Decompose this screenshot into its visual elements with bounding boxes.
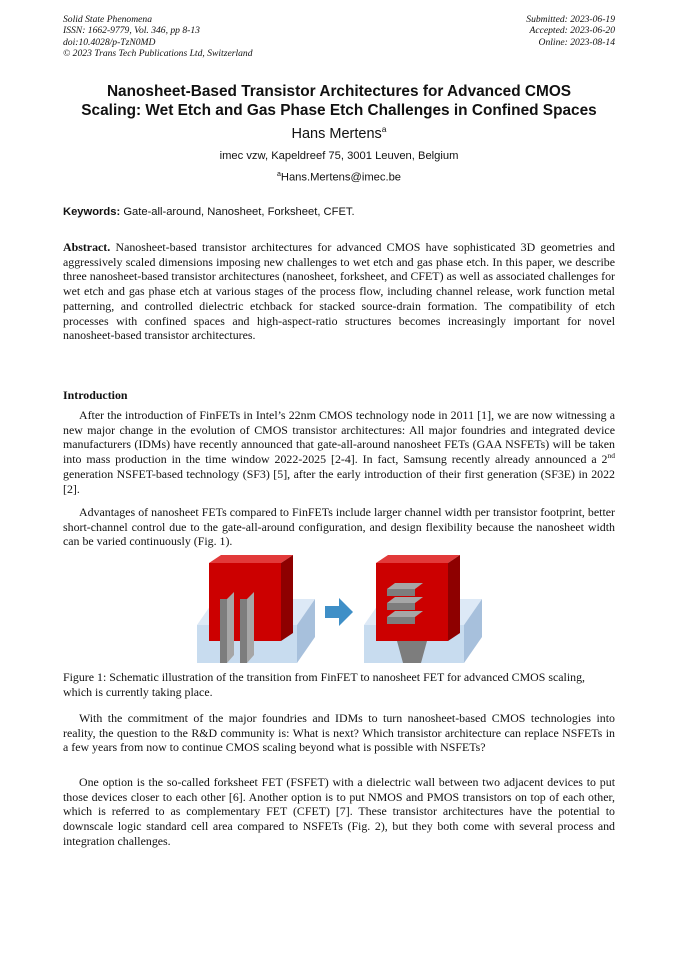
keywords <box>63 206 618 218</box>
author-email <box>0 171 678 184</box>
author-superscript: a <box>381 124 387 134</box>
author-name: Hans Mertens <box>291 125 382 142</box>
transition-arrow-icon <box>325 598 353 626</box>
figure-1-schematic <box>197 555 482 667</box>
intro-paragraph-2: Advantages of nanosheet FETs compared to FinFETs include larger channel width per transistor footprint, better short-channel control due to the gate-all-around configuration, and design flexibility because the nanosheet width can be varied continuously (Fig. 1). <box>63 505 615 549</box>
copyright-line: © 2023 Trans Tech Publications Ltd, Switzerland <box>63 48 253 60</box>
finfet-fin-2-face <box>240 599 247 663</box>
issn-line: ISSN: 1662-9779, Vol. 346, pp 8-13 <box>63 25 200 37</box>
nsfet-gate-top <box>376 555 460 563</box>
journal-name: Solid State Phenomena <box>63 14 152 25</box>
intro-p1-text: After the introduction of FinFETs in Intel’s 22nm CMOS technology node in 2011 [1], we are now witnessing a new major change in the evolution of CMOS transistor architectures: All major foundries and integrated device manufacturers (IDMs) have recently announced that gate-all-around nanosheet FETs (GAA NSFETs) will be taken into mass production in the time window 2022-2025 [2-4]. In fact, Samsung recently already announced a 2 <box>63 408 615 467</box>
email-address: Hans.Mertens@imec.be <box>280 171 402 184</box>
finfet-gate-side <box>281 555 293 641</box>
nanosheet-3-face <box>387 617 415 624</box>
nanosheet-fet-device <box>364 555 482 663</box>
abstract <box>63 240 615 343</box>
ordinal-superscript: nd <box>607 451 615 461</box>
title-line-1: Nanosheet-Based Transistor Architectures for Advanced CMOS <box>106 83 572 100</box>
title-line-2: Scaling: Wet Etch and Gas Phase Etch Challenges in Confined Spaces <box>81 102 597 119</box>
finfet-fin-1 <box>227 592 234 663</box>
body-paragraph-3: With the commitment of the major foundries and IDMs to turn nanosheet-based CMOS technologies into reality, the question to the R&D community is: What is next? Which transistor architecture can replace NSFETs in a few years from now to continue CMOS scaling beyond what is possible with NSFETs? <box>63 711 615 755</box>
author-line <box>0 124 678 142</box>
abstract-label: Abstract. <box>63 240 111 254</box>
keywords-label: Keywords: <box>63 206 121 218</box>
email-superscript: a <box>276 171 281 178</box>
nsfet-gate-side <box>448 555 460 641</box>
submitted-date: Submitted: 2023-06-19 <box>526 14 615 25</box>
intro-p1-text-cont: generation NSFET-based technology (SF3) [5], after the early introduction of their first generation (SF3E) in 2022 [2]. <box>63 466 615 496</box>
nanosheet-1-face <box>387 589 415 596</box>
affiliation: imec vzw, Kapeldreef 75, 3001 Leuven, Belgium <box>219 150 459 162</box>
figure-1-caption: Figure 1: Schematic illustration of the transition from FinFET to nanosheet FET for advanced CMOS scaling, which is currently taking place. <box>63 670 586 699</box>
publication-dates <box>526 14 615 48</box>
abstract-text: Nanosheet-based transistor architectures for advanced CMOS have sophisticated 3D geometries and aggressively scaled dimensions imposing new challenges to wet etch and gas phase etch. In this paper, we describe three nanosheet-based transistor architectures (nanosheet, forksheet, and CFET) as well as associated challenges for wet etch and gas phase etch at various stages of the process flow, including channel release, work function metal patterning, and controlled dielectric etchback for stacked source-drain formation. The compatibility of etch processes with confined spaces and high-aspect-ratio structures becomes increasingly important for novel nanosheet-based transistor architectures. <box>63 240 615 343</box>
intro-paragraph-1 <box>63 408 615 496</box>
finfet-fin-1-face <box>220 599 227 663</box>
journal-info <box>63 14 253 60</box>
finfet-device <box>197 555 315 663</box>
doi-line: doi:10.4028/p-TzN0MD <box>63 36 156 48</box>
nanosheet-2-face <box>387 603 415 610</box>
finfet-gate-top <box>209 555 293 563</box>
section-heading-introduction: Introduction <box>63 388 128 402</box>
finfet-fin-2 <box>247 592 254 663</box>
online-date: Online: 2023-08-14 <box>538 36 615 48</box>
keywords-text: Gate-all-around, Nanosheet, Forksheet, CFET. <box>123 206 355 218</box>
body-paragraph-4: One option is the so-called forksheet FET (FSFET) with a dielectric wall between two adjacent devices to put those devices closer to each other [6]. Another option is to put NMOS and PMOS transistors on top of each other, which is referred to as complementary FET (CFET) [7]. These transistor architectures have the potential to downscale logic standard cell area compared to NSFETs (Fig. 2), but they both come with several process and integration challenges. <box>63 775 615 848</box>
paper-title <box>50 82 628 120</box>
accepted-date: Accepted: 2023-06-20 <box>529 25 615 37</box>
